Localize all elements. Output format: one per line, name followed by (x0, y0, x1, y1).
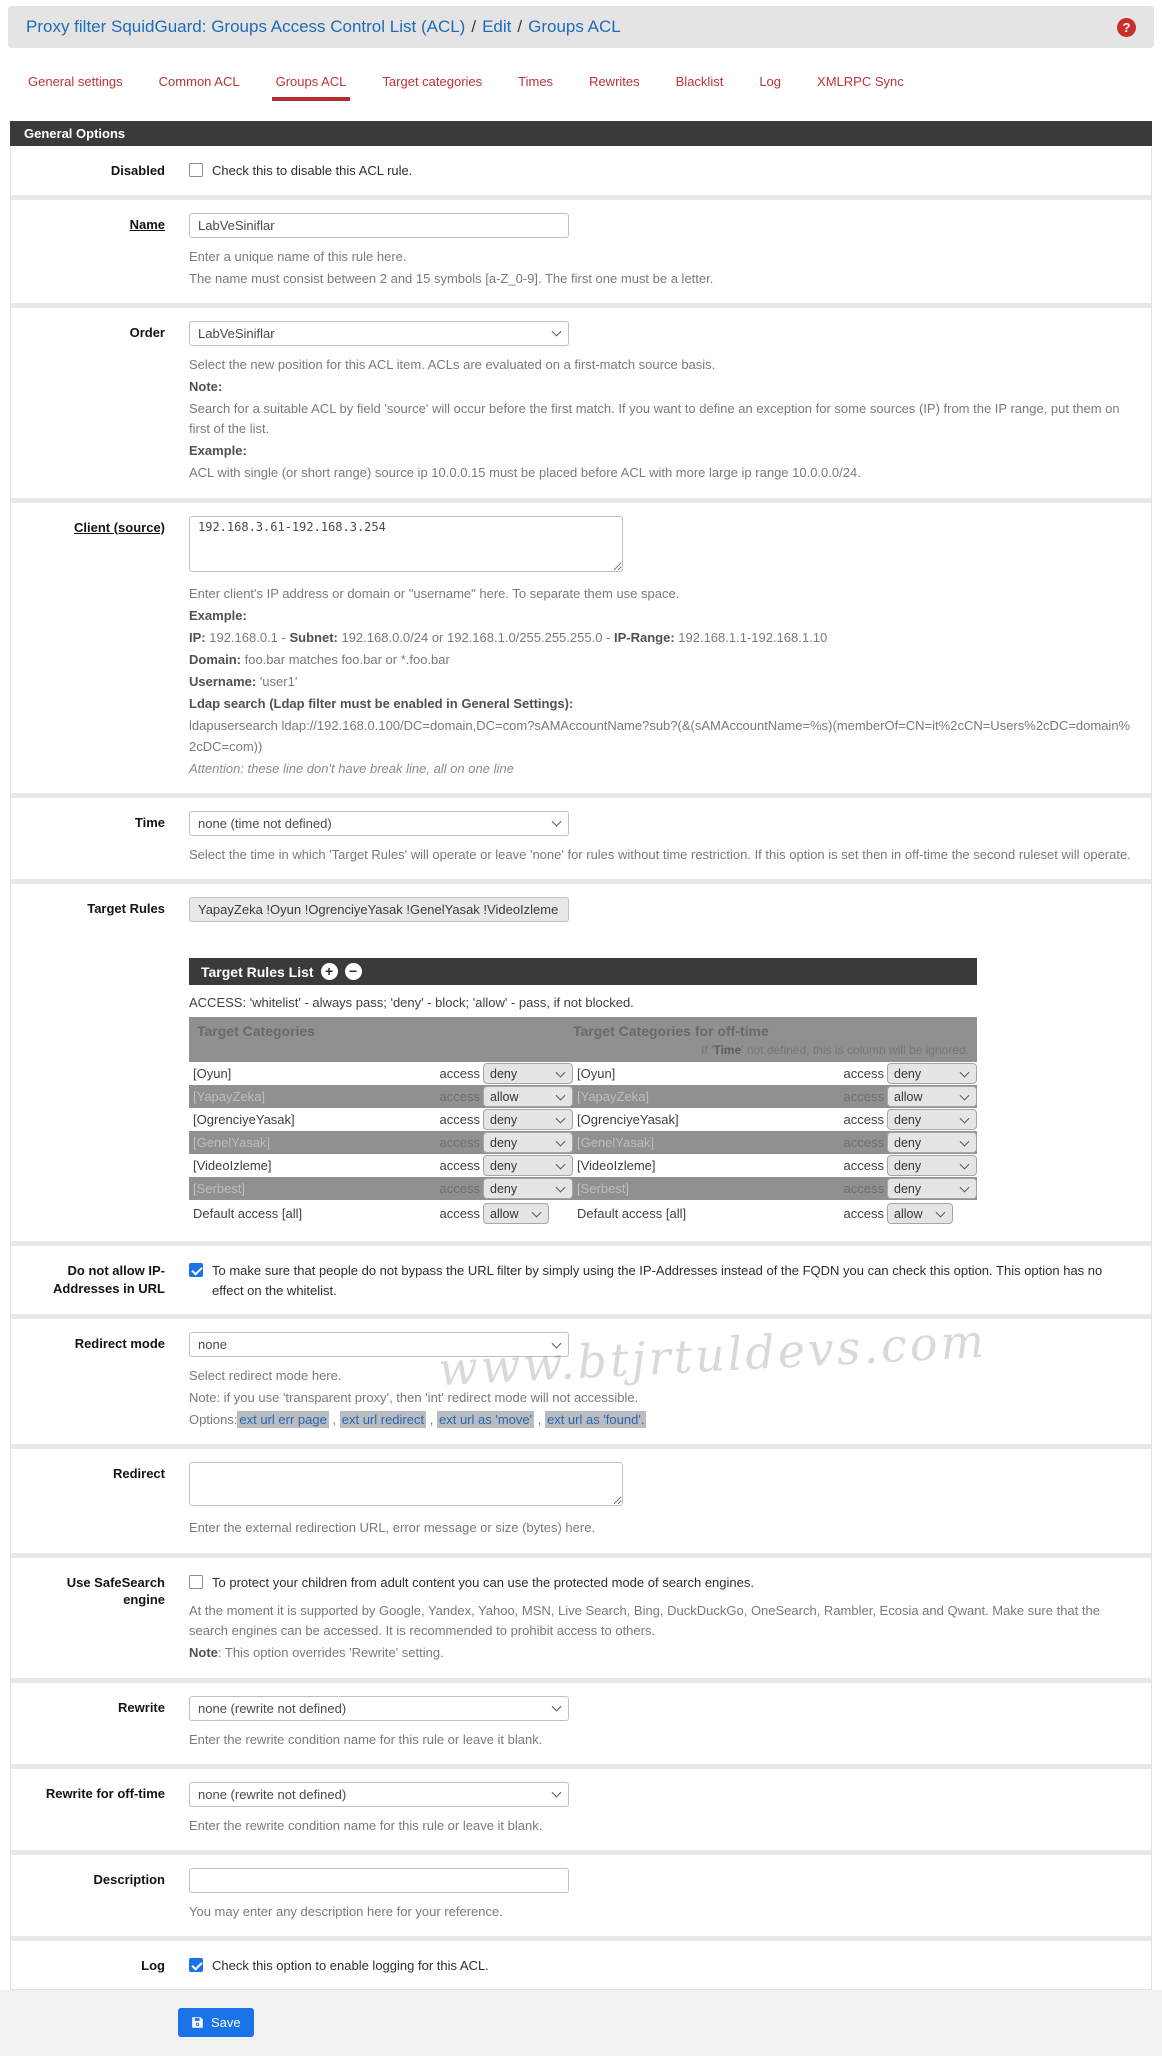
target-category-name-off-time: [VideoIzleme] (577, 1158, 656, 1174)
access-label: access (439, 1158, 480, 1174)
breadcrumb-bar (8, 6, 1154, 48)
disabled-checkbox-text: Check this to disable this ACL rule. (212, 163, 413, 178)
target-category-name-off-time: [OgrenciyeYasak] (577, 1112, 679, 1128)
off-time-note: If 'Time' not defined, this is column will be ignored. (701, 1043, 969, 1058)
access-label: access (843, 1206, 884, 1222)
order-select[interactable] (189, 321, 569, 346)
target-category-name: [Oyun] (193, 1066, 232, 1082)
client-help-domain: Domain: foo.bar matches foo.bar or *.foo.bar (189, 652, 450, 668)
no-ip-checkbox[interactable] (189, 1263, 203, 1277)
field-row-name (11, 195, 1151, 303)
field-row-rewrite (11, 1678, 1151, 1764)
tab-bar (0, 48, 1162, 101)
access-select[interactable] (483, 1132, 573, 1153)
option-ext-url-err-page[interactable]: ext url err page (239, 1412, 327, 1428)
client-help-ip: IP: 192.168.0.1 - Subnet: 192.168.0.0/24 or 192.168.1.0/255.255.255.0 - IP-Range: 192.168.1.1-192.168.1.10 (189, 629, 828, 645)
tab-rewrites[interactable]: Rewrites (589, 74, 640, 89)
target-category-name: [GenelYasak] (193, 1135, 271, 1151)
access-legend: ACCESS: 'whitelist' - always pass; 'deny' - block; 'allow' - pass, if not blocked. (189, 995, 634, 1011)
target-rule-row (189, 1062, 977, 1085)
page-title: Proxy filter SquidGuard: Groups Access Control List (ACL) (26, 17, 466, 36)
field-row-no-ip-addresses (11, 1241, 1151, 1314)
order-note-text: Search for a suitable ACL by field 'source' will occur before the first match. If you want to define an exception for some sources (IP) from the IP range, put them on first of the list. (189, 401, 1120, 437)
watermark: www.btjrtuldevs.com (436, 1313, 989, 1397)
target-rule-row (189, 1085, 977, 1108)
redirect-label: Redirect (112, 1466, 165, 1482)
panel-title: General Options (10, 121, 1152, 146)
field-row-log (11, 1936, 1151, 1990)
target-rules-input[interactable] (189, 897, 569, 922)
column-header-off-time: Target Categories for off-time (573, 1023, 769, 1040)
target-category-name: [OgrenciyeYasak] (193, 1112, 295, 1128)
tab-times[interactable]: Times (518, 74, 554, 89)
column-header-target-categories: Target Categories (197, 1023, 315, 1040)
field-row-safesearch (11, 1553, 1151, 1678)
breadcrumb-current: Groups ACL (528, 17, 621, 36)
safesearch-checkbox[interactable] (189, 1575, 203, 1589)
rewrite-off-time-select[interactable] (189, 1782, 569, 1807)
client-example-label: Example: (189, 607, 247, 623)
access-select-off-time[interactable] (887, 1063, 977, 1084)
target-category-name-off-time: [Oyun] (577, 1066, 616, 1082)
target-rules-list-title: Target Rules List (201, 963, 314, 980)
access-select[interactable] (483, 1178, 573, 1199)
option-ext-url-redirect[interactable]: ext url redirect (341, 1412, 425, 1428)
target-rules-table (189, 1017, 977, 1227)
access-label: access (439, 1206, 480, 1222)
name-input[interactable] (189, 213, 569, 238)
rewrite-off-time-help: Enter the rewrite condition name for this rule or leave it blank. (189, 1817, 543, 1833)
redirect-help: Enter the external redirection URL, error message or size (bytes) here. (189, 1520, 596, 1536)
client-help-1: Enter client's IP address or domain or "username" here. To separate them use space. (189, 585, 680, 601)
target-rule-row (189, 1131, 977, 1154)
target-rule-row (189, 1177, 977, 1200)
access-label: access (843, 1066, 884, 1082)
target-rules-label: Target Rules (87, 901, 165, 917)
field-row-rewrite-off-time (11, 1764, 1151, 1850)
redirect-mode-label: Redirect mode (74, 1336, 165, 1352)
order-label: Order (129, 324, 165, 340)
access-select-off-time[interactable] (887, 1132, 977, 1153)
order-help-1: Select the new position for this ACL item. ACLs are evaluated on a first-match source basis. (189, 356, 716, 372)
field-row-target-rules (11, 879, 1151, 1241)
page-footer (0, 1990, 1162, 2056)
description-label: Description (93, 1871, 165, 1887)
time-label: Time (134, 814, 165, 830)
access-label: access (843, 1181, 884, 1197)
access-label: access (439, 1112, 480, 1128)
safesearch-note: Note: This option overrides 'Rewrite' setting. (189, 1645, 444, 1661)
target-rules-list-header (189, 958, 977, 985)
access-select[interactable] (483, 1109, 573, 1130)
save-button-label: Save (211, 2015, 241, 2031)
field-row-redirect (11, 1444, 1151, 1552)
client-label: Client (source) (73, 519, 165, 535)
tab-target-categories[interactable]: Target categories (382, 74, 483, 89)
target-category-name: [VideoIzleme] (193, 1158, 272, 1174)
access-label: access (843, 1112, 884, 1128)
rewrite-select[interactable] (189, 1696, 569, 1721)
no-ip-checkbox-text: To make sure that people do not bypass the URL filter by simply using the IP-Addresses instead of the FQDN you can check this option. This option has no effect on the whitelist. (212, 1263, 1103, 1298)
disabled-label: Disabled (110, 163, 165, 178)
target-category-name-off-time: [Serbest] (577, 1181, 630, 1197)
name-help-2: The name must consist between 2 and 15 symbols [a-Z_0-9]. The first one must be a letter. (189, 270, 714, 286)
client-source-textarea[interactable] (189, 516, 623, 572)
tab-xmlrpc-sync[interactable]: XMLRPC Sync (817, 74, 904, 89)
log-label: Log (141, 1957, 165, 1973)
order-example-label: Example: (189, 443, 247, 459)
expand-all-icon[interactable]: + (321, 963, 338, 980)
safesearch-checkbox-text: To protect your children from adult content you can use the protected mode of search engines. (212, 1574, 754, 1590)
target-category-name: Default access [all] (193, 1206, 303, 1222)
breadcrumb-separator: / (517, 17, 523, 36)
access-select[interactable] (483, 1086, 573, 1107)
tab-log[interactable]: Log (759, 74, 782, 89)
target-rules-table-header (189, 1017, 977, 1062)
field-row-description (11, 1850, 1151, 1936)
time-select[interactable] (189, 811, 569, 836)
general-options-panel (10, 121, 1152, 1990)
rewrite-off-time-label: Rewrite for off-time (45, 1785, 165, 1801)
description-input[interactable] (189, 1868, 569, 1893)
redirect-mode-help-2: Note: if you use 'transparent proxy', then 'int' redirect mode will not accessible. (189, 1390, 639, 1406)
access-label: access (843, 1135, 884, 1151)
access-label: access (843, 1158, 884, 1174)
client-help-ldap-example: ldapusersearch ldap://192.168.0.100/DC=domain,DC=com?sAMAccountName?sub?(&(sAMAccountName=%s)(memberOf=CN=it%2cCN=Users%2cDC=domain%2cDC=com)) (189, 718, 1131, 754)
access-select[interactable] (483, 1203, 549, 1224)
help-icon[interactable]: ? (1117, 18, 1136, 37)
no-ip-label: Do not allow IP-Addresses in URL (53, 1263, 165, 1296)
option-ext-url-as-found[interactable]: ext url as 'found'. (546, 1412, 645, 1428)
access-select-off-time[interactable] (887, 1203, 953, 1224)
target-category-name-off-time: [YapayZeka] (577, 1089, 650, 1105)
option-ext-url-as-move[interactable]: ext url as 'move' (438, 1412, 533, 1428)
field-row-disabled (11, 146, 1151, 195)
access-select-off-time[interactable] (887, 1178, 977, 1199)
target-category-name: [Serbest] (193, 1181, 246, 1197)
target-rule-row (189, 1200, 977, 1227)
name-help-1: Enter a unique name of this rule here. (189, 248, 407, 264)
target-rule-row (189, 1154, 977, 1177)
redirect-mode-options: Options: ext url err page , ext url redirect , ext url as 'move' , ext url as 'found'. (189, 1412, 645, 1428)
target-category-name-off-time: Default access [all] (577, 1206, 687, 1222)
access-label: access (439, 1066, 480, 1082)
field-row-time (11, 793, 1151, 879)
tab-general-settings[interactable]: General settings (28, 74, 123, 89)
field-row-redirect-mode (11, 1314, 1151, 1444)
save-button[interactable] (178, 2008, 254, 2037)
tab-common-acl[interactable]: Common ACL (158, 74, 240, 89)
breadcrumb-edit: Edit (482, 17, 512, 36)
access-label: access (439, 1089, 480, 1105)
breadcrumb (26, 17, 621, 37)
rewrite-label: Rewrite (118, 1699, 165, 1715)
log-checkbox-text: Check this option to enable logging for this ACL. (212, 1957, 489, 1973)
access-select[interactable] (483, 1155, 573, 1176)
client-help-attention: Attention: these line don't have break line, all on one line (189, 760, 514, 776)
safesearch-label: Use SafeSearch engine (66, 1574, 165, 1608)
order-example-text: ACL with single (or short range) source ip 10.0.0.15 must be placed before ACL with more large ip range 10.0.0.0/24. (189, 465, 861, 481)
breadcrumb-separator: / (471, 17, 477, 36)
field-row-client (11, 498, 1151, 793)
safesearch-help-1: At the moment it is supported by Google, Yandex, Yahoo, MSN, Live Search, Bing, DuckDuckGo, OneSearch, Rambler, Ecosia and Qwant. Make sure that the search engines can be accessed. It is recommended to prohibit access to others. (189, 1603, 1100, 1639)
access-label: access (439, 1135, 480, 1151)
target-category-name-off-time: [GenelYasak] (577, 1135, 655, 1151)
name-label: Name (129, 216, 165, 232)
target-category-name: [YapayZeka] (193, 1089, 266, 1105)
access-select-off-time[interactable] (887, 1109, 977, 1130)
access-label: access (843, 1089, 884, 1105)
access-select-off-time[interactable] (887, 1155, 977, 1176)
redirect-textarea[interactable] (189, 1462, 623, 1506)
collapse-all-icon[interactable]: − (345, 963, 362, 980)
target-rule-row (189, 1108, 977, 1131)
field-row-order (11, 303, 1151, 498)
log-checkbox[interactable] (189, 1958, 203, 1972)
client-help-username: Username: 'user1' (189, 674, 298, 690)
tab-blacklist[interactable]: Blacklist (675, 74, 724, 89)
save-icon (191, 2016, 204, 2029)
description-help: You may enter any description here for your reference. (189, 1903, 503, 1919)
order-note-label: Note: (189, 378, 223, 394)
redirect-mode-select[interactable] (189, 1332, 569, 1357)
time-help: Select the time in which 'Target Rules' will operate or leave 'none' for rules without time restriction. If this option is set then in off-time the second ruleset will operate. (189, 846, 1131, 862)
access-select[interactable] (483, 1063, 573, 1084)
rewrite-help: Enter the rewrite condition name for this rule or leave it blank. (189, 1731, 543, 1747)
access-select-off-time[interactable] (887, 1086, 977, 1107)
access-label: access (439, 1181, 480, 1197)
redirect-mode-help-1: Select redirect mode here. (189, 1368, 342, 1384)
tab-groups-acl[interactable]: Groups ACL (264, 68, 359, 101)
client-help-ldap-title: Ldap search (Ldap filter must be enabled in General Settings): (189, 696, 574, 712)
disabled-checkbox[interactable] (189, 163, 203, 177)
